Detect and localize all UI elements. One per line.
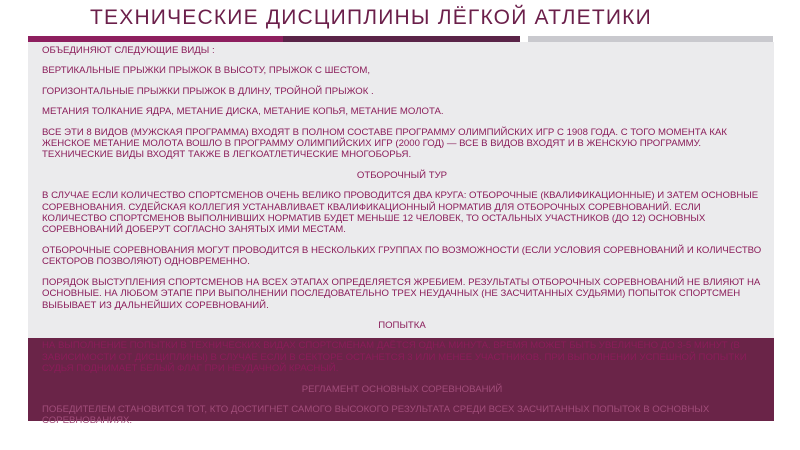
- paragraph-throws: МЕТАНИЯ ТОЛКАНИЕ ЯДРА, МЕТАНИЕ ДИСКА, МЕТАНИЕ КОПЬЯ, МЕТАНИЕ МОЛОТА.: [42, 106, 444, 118]
- heading-qualification: ОТБОРОЧНЫЙ ТУР: [356, 169, 448, 181]
- paragraph-order: ПОРЯДОК ВЫСТУПЛЕНИЯ СПОРТСМЕНОВ НА ВСЕХ ЭТАПАХ ОПРЕДЕЛЯЕТСЯ ЖРЕБИЕМ. РЕЗУЛЬТАТЫ ОТБОРОЧНЫХ СОРЕВНОВАНИЙ НЕ ВЛИЯЮТ НА ОСНОВНЫЕ. НА ЛЮБОМ ЭТАПЕ ПРИ ВЫПОЛНЕНИИ ПОСЛЕДОВАТЕЛЬНО ТРЕХ НЕУДАЧНЫХ (НЕ ЗАСЧИТАННЫХ СУДЬЯМИ) ПОПЫТОК СПОРТСМЕН ВЫБЫВАЕТ ИЗ ДАЛЬНЕЙШИХ СОРЕВНОВАНИЙ.: [42, 276, 761, 311]
- paragraph-horizontal-jumps: ГОРИЗОНТАЛЬНЫЕ ПРЫЖКИ ПРЫЖОК В ДЛИНУ, ТРОЙНОЙ ПРЫЖОК .: [42, 85, 374, 97]
- slide-body: [42, 42, 762, 427]
- paragraph-vertical-jumps: ВЕРТИКАЛЬНЫЕ ПРЫЖКИ ПРЫЖОК В ВЫСОТУ, ПРЫЖОК С ШЕСТОМ,: [42, 65, 370, 77]
- paragraph-winner: ПОБЕДИТЕЛЕМ СТАНОВИТСЯ ТОТ, КТО ДОСТИГНЕТ САМОГО ВЫСОКОГО РЕЗУЛЬТАТА СРЕДИ ВСЕХ ЗАСЧИТАННЫХ ПОПЫТОК В ОСНОВНЫХ СОРЕВНОВАНИЯХ.: [42, 403, 710, 427]
- paragraph-qualification-groups: ОТБОРОЧНЫЕ СОРЕВНОВАНИЯ МОГУТ ПРОВОДИТСЯ В НЕСКОЛЬКИХ ГРУППАХ ПО ВОЗМОЖНОСТИ (ЕСЛИ УСЛОВИЯ СОРЕВНОВАНИЙ И КОЛИЧЕСТВО СЕКТОРОВ ПОЗВОЛЯЮТ) ОДНОВРЕМЕННО.: [42, 244, 762, 268]
- paragraph-attempt-time: НА ВЫПОЛНЕНИЕ ПОПЫТКИ В ТЕХНИЧЕСКИХ ВИДАХ СПОРТСМЕНАМ ДАЁТСЯ ОДНА МИНУТА. ВРЕМЯ МОЖЕТ БЫТЬ УВЕЛИЧЕНО ДО 3-5 МИНУТ (В ЗАВИСИМОСТИ ОТ ДИСЦИПЛИНЫ) В СЛУЧАЕ ЕСЛИ В СЕКТОРЕ ОСТАНЕТСЯ 3 ИЛИ МЕНЕЕ УЧАСТНИКОВ. ПРИ ВЫПОЛНЕНИИ УСПЕШНОЙ ПОПЫТКИ СУДЬЯ ПОДНИМАЕТ БЕЛЫЙ ФЛАГ ПРИ НЕУДАЧНОЙ КРАСНЫЙ.: [42, 340, 747, 375]
- paragraph-olympic-program: ВСЕ ЭТИ 8 ВИДОВ (МУЖСКАЯ ПРОГРАММА) ВХОДЯТ В ПОЛНОМ СОСТАВЕ ПРОГРАММУ ОЛИМПИЙСКИХ ИГР С 1908 ГОДА. С ТОГО МОМЕНТА КАК ЖЕНСКОЕ МЕТАНИЕ МОЛОТА ВОШЛО В ПРОГРАММУ ОЛИМПИЙСКИХ ИГР (2000 ГОД) — ВСЕ В ВИДОВ ВХОДЯТ И В ЖЕНСКУЮ ПРОГРАММУ. ТЕХНИЧЕСКИЕ ВИДЫ ВХОДЯТ ТАКЖЕ В ЛЕГКОАТЛЕТИЧЕСКИЕ МНОГОБОРЬЯ.: [42, 126, 727, 161]
- paragraph-qualification-rounds: В СЛУЧАЕ ЕСЛИ КОЛИЧЕСТВО СПОРТСМЕНОВ ОЧЕНЬ ВЕЛИКО ПРОВОДИТСЯ ДВА КРУГА: ОТБОРОЧНЫЕ (КВАЛИФИКАЦИОННЫЕ) И ЗАТЕМ ОСНОВНЫЕ СОРЕВНОВАНИЯ. СУДЕЙСКАЯ КОЛЛЕГИЯ УСТАНАВЛИВАЕТ КВАЛИФИКАЦИОННЫЙ НОРМАТИВ ДЛЯ ОТБОРОЧНЫХ СОРЕВНОВАНИЙ. ЕСЛИ КОЛИЧЕСТВО СПОРТСМЕНОВ ВЫПОЛНИВШИХ НОРМАТИВ БУДЕТ МЕНЬШЕ 12 ЧЕЛОВЕК, ТО ОСТАЛЬНЫХ УЧАСТНИКОВ (ДО 12) ОСНОВНЫХ СОРЕВНОВАНИЙ ДОБЕРУТ СОГЛАСНО ЗАНЯТЫХ ИМИ МЕСТАМ.: [42, 190, 759, 236]
- slide-title: ТЕХНИЧЕСКИЕ ДИСЦИПЛИНЫ ЛЁГКОЙ АТЛЕТИКИ: [90, 6, 652, 29]
- heading-main-rules: РЕГЛАМЕНТ ОСНОВНЫХ СОРЕВНОВАНИЙ: [301, 383, 503, 395]
- paragraph-intro: ОБЪЕДИНЯЮТ СЛЕДУЮЩИЕ ВИДЫ :: [42, 45, 215, 56]
- heading-attempt: ПОПЫТКА: [378, 319, 426, 331]
